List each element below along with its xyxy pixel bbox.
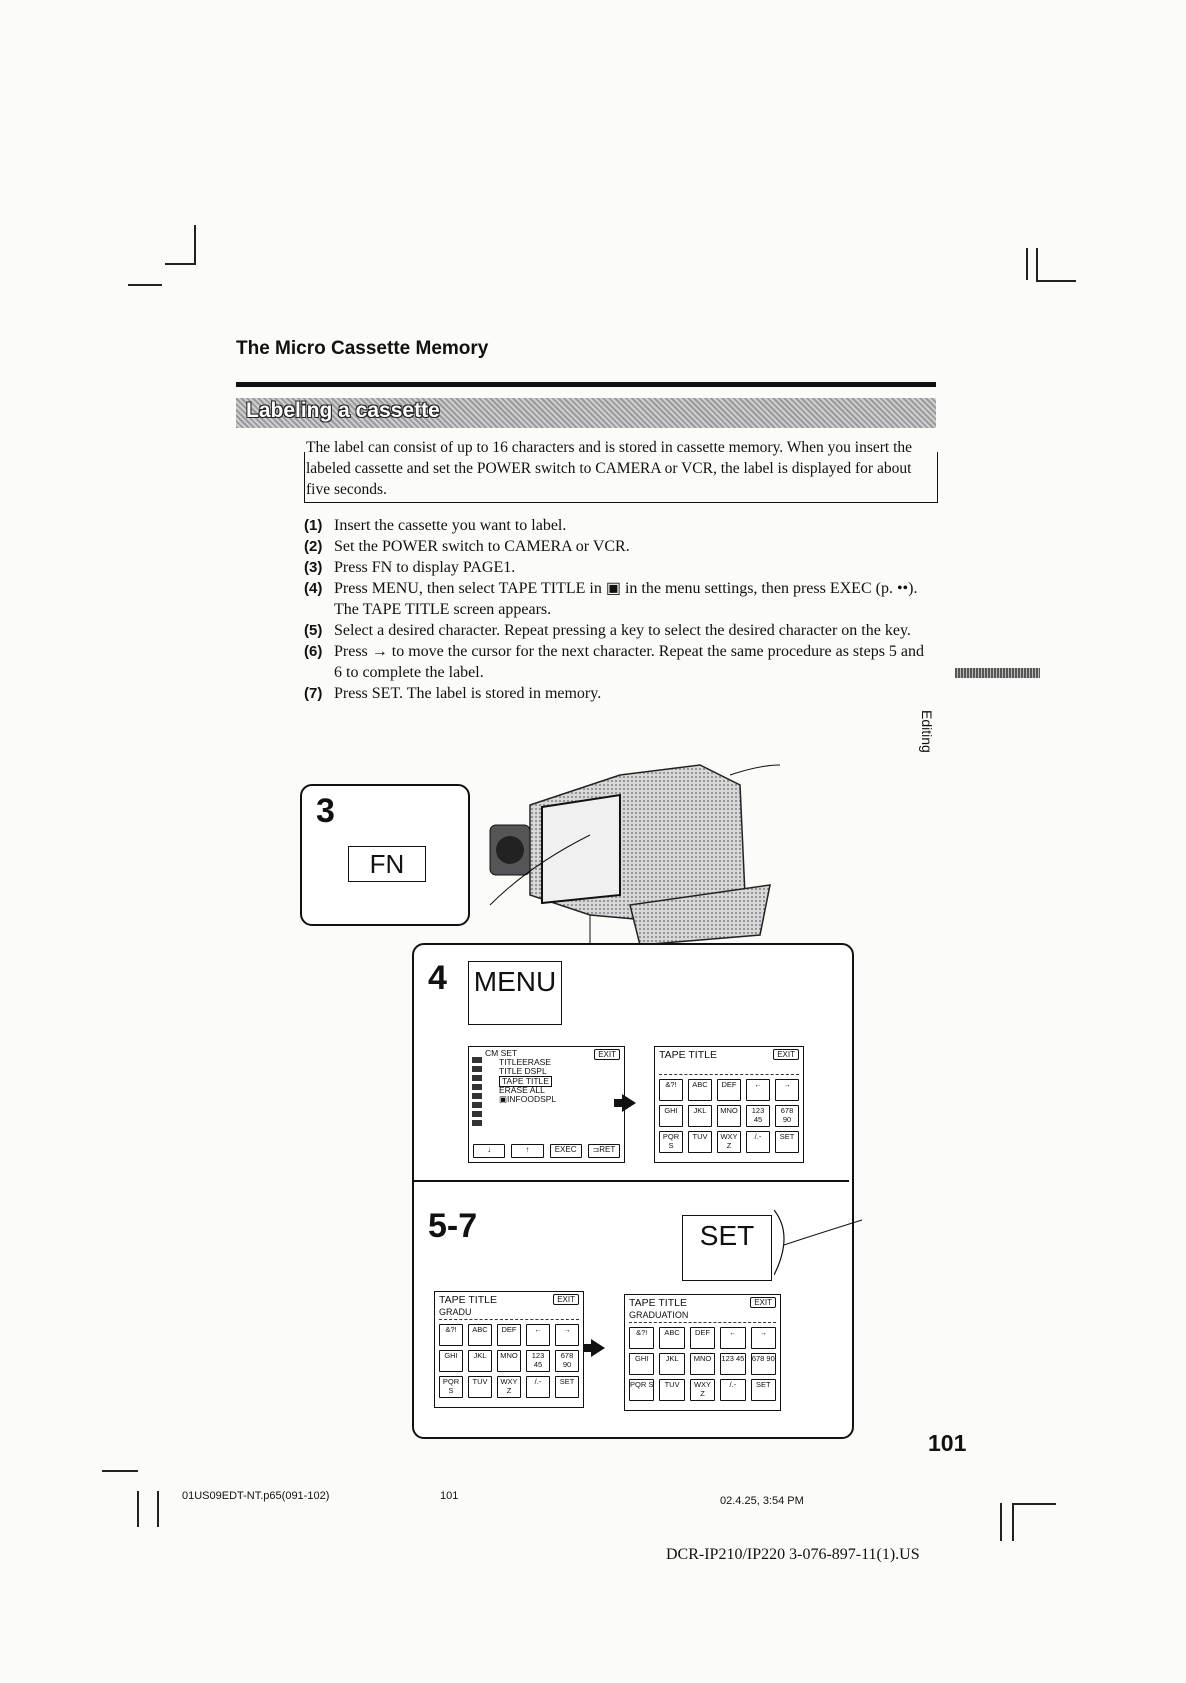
menu-button-row bbox=[473, 1144, 620, 1158]
step-list bbox=[304, 515, 934, 704]
step-text: Press SET. The label is stored in memory. bbox=[334, 685, 602, 702]
key-punctuation[interactable]: /.- bbox=[720, 1379, 745, 1401]
callout-line bbox=[774, 1205, 864, 1285]
key-12345[interactable]: 123 45 bbox=[720, 1353, 745, 1375]
key-abc[interactable]: ABC bbox=[688, 1079, 712, 1101]
step-number: (2) bbox=[304, 538, 323, 555]
fn-button: FN bbox=[348, 846, 426, 882]
step-text: Set the POWER switch to CAMERA or VCR. bbox=[334, 538, 630, 555]
figure-step-number: 5-7 bbox=[428, 1207, 478, 1245]
crop-mark bbox=[157, 1491, 159, 1527]
key-set[interactable]: SET bbox=[775, 1131, 799, 1153]
key-wxyz[interactable]: WXY Z bbox=[497, 1376, 521, 1398]
set-button: SET bbox=[682, 1215, 772, 1281]
tape-title-screen bbox=[624, 1294, 781, 1411]
key-jkl[interactable]: JKL bbox=[659, 1353, 684, 1375]
tape-title-screen bbox=[654, 1046, 804, 1163]
section-tab-marker bbox=[955, 668, 1040, 678]
exit-button[interactable]: EXIT bbox=[773, 1049, 799, 1060]
figure-divider bbox=[413, 1180, 849, 1182]
key-pqrs[interactable]: PQR S bbox=[439, 1376, 463, 1398]
list-item bbox=[304, 515, 934, 536]
key-67890[interactable]: 678 90 bbox=[555, 1350, 579, 1372]
exit-button[interactable]: EXIT bbox=[750, 1297, 776, 1308]
step-body bbox=[334, 578, 934, 620]
menu-header: CM SET bbox=[485, 1048, 518, 1058]
title-entry-field: GRADU bbox=[439, 1307, 579, 1320]
camcorder-illustration bbox=[470, 755, 810, 955]
exec-button[interactable]: EXEC bbox=[550, 1144, 582, 1158]
crop-mark bbox=[1026, 248, 1028, 280]
arrow-right-icon bbox=[622, 1094, 636, 1112]
step-text: Press MENU, then select TAPE TITLE in ▣ in the menu settings, then press EXEC (p. ••). bbox=[334, 580, 918, 597]
menu-screen bbox=[468, 1046, 625, 1163]
key-cursor-right[interactable]: → bbox=[555, 1324, 579, 1346]
key-pqrs[interactable]: PQR S bbox=[629, 1379, 654, 1401]
menu-item[interactable]: ▣INFOODSPL bbox=[499, 1094, 557, 1104]
crop-mark bbox=[1012, 1503, 1014, 1541]
crop-mark bbox=[128, 284, 162, 286]
key-jkl[interactable]: JKL bbox=[688, 1105, 712, 1127]
footer-page-ref: 101 bbox=[440, 1490, 459, 1502]
crop-mark bbox=[1036, 280, 1076, 282]
key-67890[interactable]: 678 90 bbox=[751, 1353, 776, 1375]
exit-button[interactable]: EXIT bbox=[553, 1294, 579, 1305]
figure-step-number: 3 bbox=[316, 792, 335, 830]
key-wxyz[interactable]: WXY Z bbox=[717, 1131, 741, 1153]
key-jkl[interactable]: JKL bbox=[468, 1350, 492, 1372]
key-def[interactable]: DEF bbox=[717, 1079, 741, 1101]
step-number: (3) bbox=[304, 559, 323, 576]
return-button[interactable]: ⊐RET bbox=[588, 1144, 620, 1158]
key-wxyz[interactable]: WXY Z bbox=[690, 1379, 715, 1401]
screen-title: TAPE TITLE bbox=[659, 1049, 717, 1061]
character-keypad bbox=[439, 1324, 579, 1398]
key-cursor-left[interactable]: ← bbox=[720, 1327, 745, 1349]
screen-title: TAPE TITLE bbox=[629, 1297, 687, 1309]
key-mno[interactable]: MNO bbox=[717, 1105, 741, 1127]
crop-mark bbox=[194, 225, 196, 265]
step-text: Press FN to display PAGE1. bbox=[334, 559, 516, 576]
key-abc[interactable]: ABC bbox=[659, 1327, 684, 1349]
key-ghi[interactable]: GHI bbox=[439, 1350, 463, 1372]
key-12345[interactable]: 123 45 bbox=[526, 1350, 550, 1372]
header-rule bbox=[236, 382, 936, 387]
step-number: (6) bbox=[304, 643, 323, 660]
crop-mark bbox=[1012, 1503, 1056, 1505]
key-tuv[interactable]: TUV bbox=[468, 1376, 492, 1398]
page-title: The Micro Cassette Memory bbox=[236, 338, 489, 359]
step-number: (7) bbox=[304, 685, 323, 702]
key-symbols[interactable]: &?! bbox=[659, 1079, 683, 1101]
menu-item-selected[interactable]: TAPE TITLE bbox=[499, 1076, 552, 1087]
exit-button[interactable]: EXIT bbox=[594, 1049, 620, 1060]
crop-mark bbox=[102, 1470, 138, 1472]
step-number: (4) bbox=[304, 580, 323, 597]
list-item bbox=[304, 536, 934, 557]
key-mno[interactable]: MNO bbox=[690, 1353, 715, 1375]
character-keypad bbox=[659, 1079, 799, 1153]
step-number: (5) bbox=[304, 622, 323, 639]
menu-icon-column bbox=[472, 1057, 482, 1127]
figure-step3-box bbox=[300, 784, 470, 926]
arrow-right-icon bbox=[591, 1339, 605, 1357]
step-note: The TAPE TITLE screen appears. bbox=[334, 601, 552, 618]
key-12345[interactable]: 123 45 bbox=[746, 1105, 770, 1127]
list-item bbox=[304, 683, 934, 704]
step-text: Select a desired character. Repeat pressing a key to select the desired character on the key. bbox=[334, 622, 911, 639]
key-pqrs[interactable]: PQR S bbox=[659, 1131, 683, 1153]
figure-step-number: 4 bbox=[428, 959, 447, 997]
key-def[interactable]: DEF bbox=[690, 1327, 715, 1349]
key-def[interactable]: DEF bbox=[497, 1324, 521, 1346]
intro-paragraph: The label can consist of up to 16 characters and is stored in cassette memory. When you insert the labeled cassette and set the POWER switch to CAMERA or VCR, the label is displayed for about five seconds. bbox=[306, 439, 913, 498]
key-cursor-right[interactable]: → bbox=[775, 1079, 799, 1101]
step-text: Press → to move the cursor for the next character. Repeat the same procedure as steps 5 and 6 to complete the label. bbox=[334, 643, 925, 681]
key-set[interactable]: SET bbox=[751, 1379, 776, 1401]
key-cursor-left[interactable]: ← bbox=[746, 1079, 770, 1101]
down-button[interactable]: ↓ bbox=[473, 1144, 505, 1158]
menu-item[interactable]: ERASE ALL bbox=[499, 1085, 545, 1095]
key-tuv[interactable]: TUV bbox=[688, 1131, 712, 1153]
section-heading: Labeling a cassette bbox=[246, 399, 440, 422]
title-entry-field: GRADUATION bbox=[629, 1310, 776, 1323]
key-ghi[interactable]: GHI bbox=[629, 1353, 654, 1375]
footer-timestamp: 02.4.25, 3:54 PM bbox=[720, 1495, 804, 1507]
key-abc[interactable]: ABC bbox=[468, 1324, 492, 1346]
crop-mark bbox=[165, 263, 195, 265]
key-punctuation[interactable]: /.- bbox=[526, 1376, 550, 1398]
key-tuv[interactable]: TUV bbox=[659, 1379, 684, 1401]
up-button[interactable]: ↑ bbox=[511, 1144, 543, 1158]
crop-mark bbox=[137, 1491, 139, 1527]
crop-mark bbox=[1000, 1503, 1002, 1541]
figure-step4-7-box bbox=[412, 943, 854, 1439]
key-symbols[interactable]: &?! bbox=[629, 1327, 654, 1349]
tape-title-screen bbox=[434, 1291, 584, 1408]
key-ghi[interactable]: GHI bbox=[659, 1105, 683, 1127]
list-item bbox=[304, 641, 934, 683]
key-punctuation[interactable]: /.- bbox=[746, 1131, 770, 1153]
key-symbols[interactable]: &?! bbox=[439, 1324, 463, 1346]
list-item bbox=[304, 620, 934, 641]
key-67890[interactable]: 678 90 bbox=[775, 1105, 799, 1127]
footer-filename: 01US09EDT-NT.p65(091-102) bbox=[182, 1490, 330, 1502]
model-code: DCR-IP210/IP220 3-076-897-11(1).US bbox=[666, 1546, 920, 1563]
key-cursor-left[interactable]: ← bbox=[526, 1324, 550, 1346]
page-number: 101 bbox=[928, 1430, 967, 1456]
section-tab-label: Editing bbox=[919, 710, 935, 753]
key-set[interactable]: SET bbox=[555, 1376, 579, 1398]
title-entry-field bbox=[659, 1062, 799, 1075]
key-cursor-right[interactable]: → bbox=[751, 1327, 776, 1349]
list-item bbox=[304, 557, 934, 578]
crop-mark bbox=[1036, 248, 1038, 280]
screen-title: TAPE TITLE bbox=[439, 1294, 497, 1306]
menu-button: MENU bbox=[468, 961, 562, 1025]
menu-item[interactable]: TITLEERASE bbox=[499, 1057, 551, 1067]
step-number: (1) bbox=[304, 517, 323, 534]
menu-item[interactable]: TITLE DSPL bbox=[499, 1066, 547, 1076]
character-keypad bbox=[629, 1327, 776, 1401]
step-text: Insert the cassette you want to label. bbox=[334, 517, 567, 534]
list-item bbox=[304, 578, 934, 620]
key-mno[interactable]: MNO bbox=[497, 1350, 521, 1372]
